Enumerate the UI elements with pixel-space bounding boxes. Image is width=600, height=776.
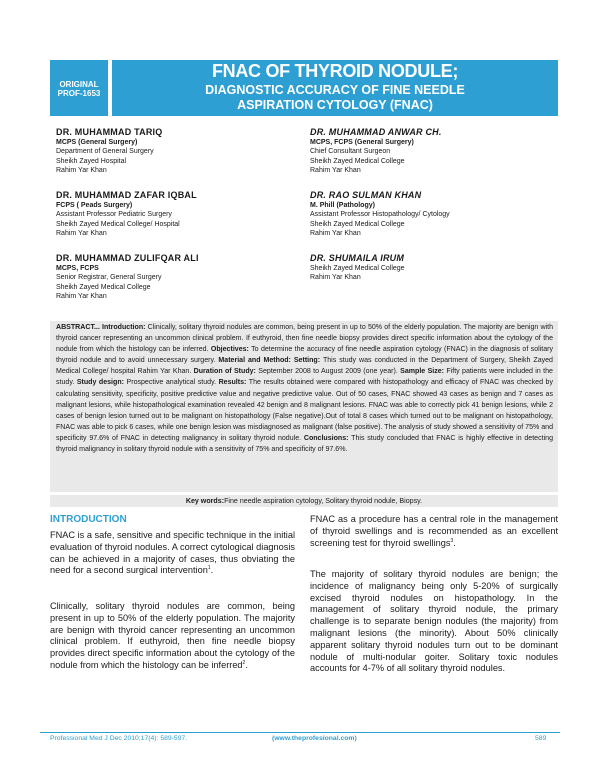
paragraph: Clinically, solitary thyroid nodules are common, being present in up to 50% of the elderly population. The majority are benign with thyroid cancer representing an uncommon clinical problem. If euthyroid, then fine needle biopsy provides direct specific information about the cytology of the nodule from which the histology can be inferred$^2$. xyxy=(50,601,295,670)
author-affiliation: Rahim Yar Khan xyxy=(56,167,107,175)
author-block xyxy=(56,190,197,239)
citation-ref: 1 xyxy=(207,565,211,572)
author-affiliation: Rahim Yar Khan xyxy=(56,230,107,238)
abstract-intro-label: Introduction: xyxy=(102,324,146,331)
section-heading-introduction: INTRODUCTION xyxy=(50,514,127,525)
abstract-objectives-label: Objectives: xyxy=(210,346,249,354)
keywords-label: Key words: xyxy=(185,497,225,505)
author-block xyxy=(310,253,405,283)
abstract-setting-label: Material and Method: Setting: xyxy=(218,357,321,365)
author-affiliation: Sheikh Zayed Medical College xyxy=(56,283,151,291)
author-name: DR. MUHAMMAD ZULIFQAR ALI xyxy=(56,253,199,263)
author-block xyxy=(56,127,162,176)
author-degree: M. Phill (Pathology) xyxy=(310,202,375,209)
author-affiliation: Sheikh Zayed Medical College xyxy=(310,157,405,165)
author-affiliation: Rahim Yar Khan xyxy=(310,167,361,175)
article-subtitle-line1: DIAGNOSTIC ACCURACY OF FINE NEEDLE xyxy=(205,83,465,97)
author-affiliation: Sheikh Zayed Medical College/ Hospital xyxy=(56,220,180,228)
author-block xyxy=(310,127,442,176)
article-subtitle-line2: ASPIRATION CYTOLOGY (FNAC) xyxy=(237,98,433,112)
citation-ref: 2 xyxy=(242,659,246,666)
abstract-design: Prospective analytical study. xyxy=(126,379,217,387)
keywords xyxy=(50,495,558,507)
keywords-text: Fine needle aspiration cytology, Solitary thyroid nodule, Biopsy. xyxy=(224,497,423,505)
abstract-conclusions-label: Conclusions: xyxy=(303,434,349,442)
article-type-label: ORIGINAL xyxy=(59,80,99,89)
abstract-duration-label: Duration of Study: xyxy=(193,368,256,376)
abstract-results-label: Results: xyxy=(218,379,247,387)
author-degree: FCPS ( Peads Surgery) xyxy=(56,202,133,209)
author-degree: MCPS, FCPS (General Surgery) xyxy=(310,139,414,146)
abstract-sample: Fifty patients were included in the study. xyxy=(56,368,553,387)
abstract-label: ABSTRACT... xyxy=(56,324,100,331)
author-degree: MCPS (General Surgery) xyxy=(56,139,138,146)
citation-ref: 3 xyxy=(450,537,454,544)
abstract-setting: This study was conducted in the Department of Surgery, Sheikh Zayed Medical College/ hospital Rahim Yar Khan. xyxy=(56,357,553,376)
footer-website: (www.theprofesional.com) xyxy=(272,735,357,742)
paragraph-text: FNAC is a safe, sensitive and specific technique in the initial evaluation of thyroid nodules. A correct cytological diagnosis can be achieved in a majority of cases, thus obviating the need for a second surgical intervention xyxy=(50,530,295,576)
author-name: DR. RAO SULMAN KHAN xyxy=(310,190,422,200)
author-affiliation: Sheikh Zayed Hospital xyxy=(56,157,127,165)
footer-divider xyxy=(40,732,560,733)
author-affiliation: Rahim Yar Khan xyxy=(56,293,107,301)
paragraph-text: The majority of solitary thyroid nodules are benign; the incidence of malignancy being only 5-20% of surgically excised thyroid nodules on histopathology. In the management of solitary thyroid nodule, the primary challenge is to separate benign nodules (the majority) from malignant lesions (the minority). About 50% clinically apparent solitary thyroid nodules turn out to be dominant nodule of multi-nodular goiter. Solitary toxic nodules accounts for 4-7% of all solitary thyroid nodules. xyxy=(310,569,558,674)
paragraph: FNAC is a safe, sensitive and specific technique in the initial evaluation of thyroid nodules. A correct cytological diagnosis can be achieved in a majority of cases, thus obviating the need for a second surgical intervention$^1$. xyxy=(50,530,295,576)
abstract-conclusions: This study concluded that FNAC is highly effective in detecting thyroid malignancy in solitary thyroid nodule with a sensitivity of 75% and specificity of 97.6%. xyxy=(56,434,553,454)
abstract-intro: Clinically, solitary thyroid nodules are common, being present in up to 50% of the elderly population. The majority are benign with thyroid cancer representing an uncommon clinical problem. If euthyroid, then fine needle biopsy provides direct specific information about the cytology of the nodule from which the histology can be inferred. xyxy=(56,324,553,354)
paragraph-text: Clinically, solitary thyroid nodules are common, being present in up to 50% of the elderly population. The majority are benign with thyroid cancer representing an uncommon clinical problem. If euthyroid, then fine needle biopsy provides direct specific information about the cytology of the nodule from which the histology can be inferred xyxy=(50,601,295,670)
abstract-sample-label: Sample Size: xyxy=(400,368,445,376)
paragraph: FNAC as a procedure has a central role in the management of thyroid swellings and is recommended as an excellent screening test for thyroid swellings$^3$. xyxy=(310,514,558,548)
author-name: DR. MUHAMMAD ANWAR CH. xyxy=(310,127,442,137)
paragraph-text: FNAC as a procedure has a central role in the management of thyroid swellings and is recommended as an excellent screening test for thyroid swellings xyxy=(310,514,558,548)
author-affiliation: Assistant Professor Histopathology/ Cytology xyxy=(310,211,450,219)
abstract-results: The results obtained were compared with histopathology and efficacy of FNAC was checked by calculating sensitivity, specificity, positive predictive value and negative predictive value. Out of 50 cases, FNAC showed 43 cases as benign and 7 cases as malignant lesions, while histopathological examination revealed 42 benign and 8 malignant lesions. FNAC was able to correctly pick 41 benign lesions, while 2 cases of benign lesion turned out to be malignant on histopathology (False negative).Out of total 8 cases which turned out to be malignant on histopathology, FNAC was able to pick 6 cases, while one benign lesion was misdiagnosed as malignant (false positive). The analysis of study showed a sensitivity of 75% and specificity 97.6% of FNAC in detecting malignancy in solitary thyroid nodule. xyxy=(56,379,553,442)
author-name: DR. MUHAMMAD ZAFAR IQBAL xyxy=(56,190,197,200)
article-title: FNAC OF THYROID NODULE; xyxy=(211,61,459,81)
abstract-text xyxy=(56,322,553,455)
author-block xyxy=(56,253,199,302)
article-id-label: PROF-1653 xyxy=(57,89,101,98)
author-name: DR. MUHAMMAD TARIQ xyxy=(56,127,163,137)
author-block xyxy=(310,190,450,239)
author-affiliation: Rahim Yar Khan xyxy=(310,274,361,282)
author-degree: MCPS, FCPS xyxy=(56,265,99,272)
author-affiliation: Sheikh Zayed Medical College xyxy=(310,265,405,272)
author-affiliation: Senior Registrar, General Surgery xyxy=(56,274,162,282)
abstract-objectives: To determine the accuracy of fine needle aspiration cytology (FNAC) in the diagnosis of solitary thyroid nodule and to avoid unnecessary surgery. xyxy=(56,346,553,365)
abstract-design-label: Study design: xyxy=(76,379,124,387)
abstract-duration: September 2008 to August 2009 (one year). xyxy=(258,368,398,376)
author-name: DR. SHUMAILA IRUM xyxy=(310,253,405,263)
page-number: 589 xyxy=(535,735,547,742)
author-affiliation: Sheikh Zayed Medical College xyxy=(310,220,405,228)
author-affiliation: Department of General Surgery xyxy=(56,148,154,156)
footer-citation: Professional Med J Dec 2010;17(4): 589-597. xyxy=(50,735,188,742)
paragraph xyxy=(310,569,558,675)
author-affiliation: Assistant Professor Pediatric Surgery xyxy=(56,211,172,219)
author-affiliation: Chief Consultant Surgeon xyxy=(310,148,391,156)
author-affiliation: Rahim Yar Khan xyxy=(310,230,361,238)
